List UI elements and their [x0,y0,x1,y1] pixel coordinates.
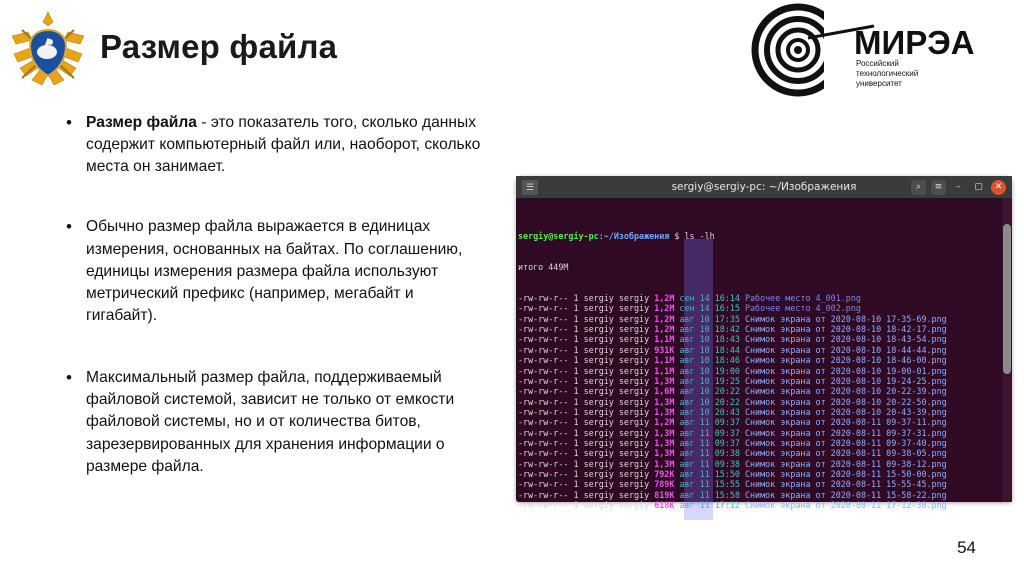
table-row [518,355,1012,365]
date: авг 11 15:50 [679,468,740,479]
table-row [518,303,1012,313]
group: sergiy [618,448,650,459]
links: 1 [573,417,579,428]
terminal-titlebar[interactable] [516,176,1012,198]
owner: sergiy [583,427,614,438]
svg-text:Российский: Российский [856,59,899,68]
table-row [518,448,1012,458]
perm: -rw-rw-r-- [518,489,569,500]
size: 789K [654,479,675,490]
date: авг 10 18:46 [679,355,740,366]
links: 1 [573,344,579,355]
name: Снимок экрана от 2020-08-10 20-22-50.png [744,396,947,407]
name: Снимок экрана от 2020-08-10 18-44-44.png [744,344,947,355]
links: 1 [573,293,579,304]
date: авг 10 18:43 [679,334,740,345]
size: 1,2M [654,324,675,335]
group: sergiy [618,499,650,510]
prompt-separator: : [598,231,604,242]
owner: sergiy [583,437,614,448]
bullet-text: Максимальный размер файла, поддерживаемый файловой системой, зависит не только от емкости файловой системы, но и от количества битов, зарезервированных для хранения информации о размере файла. [86,369,455,475]
perm: -rw-rw-r-- [518,427,569,438]
links: 1 [573,406,579,417]
svg-text:технологический: технологический [856,69,919,78]
name: Снимок экрана от 2020-08-11 15-55-45.png [744,479,947,490]
owner: sergiy [583,468,614,479]
owner: sergiy [583,344,614,355]
name: Снимок экрана от 2020-08-11 15-58-22.png [744,489,947,500]
bullet-text: - это показатель того, сколько данных содержит компьютерный файл или, наоборот, сколько места он занимает. [86,114,481,176]
russian-coat-of-arms-icon [6,6,90,92]
table-row [518,334,1012,344]
date: авг 11 15:55 [679,479,740,490]
table-row [518,428,1012,438]
perm: -rw-rw-r-- [518,396,569,407]
table-row [518,479,1012,489]
table-row [518,459,1012,469]
name: Снимок экрана от 2020-08-11 17-12-38.png [744,499,947,510]
size: 1,3M [654,437,675,448]
prompt-path: ~/Изображения [603,231,670,242]
perm: -rw-rw-r-- [518,344,569,355]
group: sergiy [618,468,650,479]
size: 1,3M [654,427,675,438]
date: авг 11 09:38 [679,448,740,459]
terminal-command: ls -lh [684,231,715,242]
size: 1,3M [654,458,675,469]
links: 1 [573,468,579,479]
name: Рабочее место 4_001.png [744,293,861,304]
group: sergiy [618,324,650,335]
date: авг 10 19:00 [679,365,740,376]
group: sergiy [618,334,650,345]
links: 1 [573,313,579,324]
table-row [518,376,1012,386]
perm: -rw-rw-r-- [518,479,569,490]
hamburger-icon[interactable]: ≡ [931,180,946,195]
name: Снимок экрана от 2020-08-10 19-00-01.png [744,365,947,376]
links: 1 [573,458,579,469]
links: 1 [573,427,579,438]
owner: sergiy [583,458,614,469]
slide-header [0,0,1024,100]
date: авг 10 20:43 [679,406,740,417]
date: авг 10 20:22 [679,396,740,407]
links: 1 [573,375,579,386]
links: 1 [573,334,579,345]
bullet-lead: Размер файла [86,114,197,131]
name: Снимок экрана от 2020-08-10 18-42-17.png [744,324,947,335]
perm: -rw-rw-r-- [518,448,569,459]
table-row [518,397,1012,407]
group: sergiy [618,427,650,438]
date: авг 11 09:37 [679,437,740,448]
links: 1 [573,479,579,490]
group: sergiy [618,355,650,366]
size: 1,6M [654,386,675,397]
links: 1 [573,303,579,314]
group: sergiy [618,293,650,304]
scrollbar-track[interactable] [1002,198,1012,502]
date: авг 11 09:37 [679,427,740,438]
menu-icon[interactable]: ☰ [522,180,538,195]
size: 792K [654,468,675,479]
page-title: Размер файла [100,28,338,65]
scrollbar-thumb[interactable] [1003,224,1011,374]
minimize-icon[interactable]: – [956,181,961,192]
name: Снимок экрана от 2020-08-11 09-37-11.png [744,417,947,428]
group: sergiy [618,313,650,324]
date: авг 11 09:38 [679,458,740,469]
terminal-total-line: итого 449M [518,262,569,273]
date: сен 14 16:15 [679,303,740,314]
size: 1,1M [654,365,675,376]
date: авг 10 20:22 [679,386,740,397]
perm: -rw-rw-r-- [518,334,569,345]
size: 819K [654,489,675,500]
group: sergiy [618,375,650,386]
date: авг 11 15:58 [679,489,740,500]
perm: -rw-rw-r-- [518,437,569,448]
owner: sergiy [583,489,614,500]
table-row [518,345,1012,355]
owner: sergiy [583,334,614,345]
table-row [518,417,1012,427]
perm: -rw-rw-r-- [518,468,569,479]
owner: sergiy [583,293,614,304]
name: Снимок экрана от 2020-08-10 20-43-39.png [744,406,947,417]
name: Снимок экрана от 2020-08-11 09-38-12.png [744,458,947,469]
group: sergiy [618,479,650,490]
perm: -rw-rw-r-- [518,355,569,366]
size: 1,3M [654,396,675,407]
owner: sergiy [583,313,614,324]
group: sergiy [618,344,650,355]
group: sergiy [618,386,650,397]
perm: -rw-rw-r-- [518,375,569,386]
perm: -rw-rw-r-- [518,499,569,510]
date: авг 10 17:35 [679,313,740,324]
date: авг 10 19:25 [679,375,740,386]
links: 1 [573,386,579,397]
links: 1 [573,324,579,335]
links: 1 [573,499,579,510]
search-icon[interactable]: ⌕ [911,180,926,195]
perm: -rw-rw-r-- [518,365,569,376]
group: sergiy [618,489,650,500]
name: Снимок экрана от 2020-08-11 15-50-00.png [744,468,947,479]
name: Снимок экрана от 2020-08-11 09-38-05.png [744,448,947,459]
page-number: 54 [957,538,976,557]
table-row [518,324,1012,334]
maximize-icon[interactable]: ▢ [974,181,983,192]
owner: sergiy [583,303,614,314]
perm: -rw-rw-r-- [518,458,569,469]
group: sergiy [618,303,650,314]
perm: -rw-rw-r-- [518,293,569,304]
list-item [64,216,484,327]
group: sergiy [618,458,650,469]
perm: -rw-rw-r-- [518,406,569,417]
date: сен 14 16:14 [679,293,740,304]
terminal-prompt-line [518,231,1012,241]
group: sergiy [618,437,650,448]
svg-text:МИРЭА: МИРЭА [854,24,975,61]
table-row [518,293,1012,303]
size: 1,2M [654,293,675,304]
table-row [518,386,1012,396]
mirea-logo [746,4,1016,96]
links: 1 [573,396,579,407]
size: 931K [654,344,675,355]
table-row [518,500,1012,510]
owner: sergiy [583,386,614,397]
links: 1 [573,355,579,366]
perm: -rw-rw-r-- [518,386,569,397]
owner: sergiy [583,406,614,417]
links: 1 [573,448,579,459]
perm: -rw-rw-r-- [518,313,569,324]
name: Снимок экрана от 2020-08-10 18-46-00.png [744,355,947,366]
group: sergiy [618,396,650,407]
owner: sergiy [583,324,614,335]
owner: sergiy [583,396,614,407]
table-row [518,366,1012,376]
terminal-window[interactable] [516,176,1012,510]
size: 1,2M [654,417,675,428]
size: 1,1M [654,355,675,366]
perm: -rw-rw-r-- [518,417,569,428]
links: 1 [573,437,579,448]
bullet-text: Обычно размер файла выражается в единицах измерения, основанных на байтах. По соглашению, единицы измерения размера файла используют метрический префикс (например, мегабайт и гигабайт). [86,218,463,324]
table-row [518,490,1012,500]
date: авг 11 09:37 [679,417,740,428]
bullet-list [64,112,484,508]
owner: sergiy [583,355,614,366]
size: 1,1M [654,334,675,345]
close-icon[interactable]: ✕ [991,180,1006,195]
table-row [518,469,1012,479]
table-row [518,407,1012,417]
date: авг 10 18:44 [679,344,740,355]
date: авг 10 18:42 [679,324,740,335]
table-row [518,314,1012,324]
owner: sergiy [583,417,614,428]
owner: sergiy [583,365,614,376]
size: 1,3M [654,406,675,417]
terminal-output[interactable] [516,198,1012,531]
size: 1,2M [654,313,675,324]
size: 618K [654,499,675,510]
name: Снимок экрана от 2020-08-11 09-37-40.png [744,437,947,448]
size: 1,3M [654,375,675,386]
owner: sergiy [583,479,614,490]
name: Снимок экрана от 2020-08-10 19-24-25.png [744,375,947,386]
prompt-symbol: $ [674,231,680,242]
terminal-title: sergiy@sergiy-pc: ~/Изображения [671,181,857,193]
name: Снимок экрана от 2020-08-10 20-22-39.png [744,386,947,397]
name: Рабочее место 4_002.png [744,303,861,314]
owner: sergiy [583,448,614,459]
table-row [518,438,1012,448]
date: авг 11 17:12 [679,499,740,510]
owner: sergiy [583,499,614,510]
owner: sergiy [583,375,614,386]
name: Снимок экрана от 2020-08-11 09-37-31.png [744,427,947,438]
perm: -rw-rw-r-- [518,324,569,335]
group: sergiy [618,406,650,417]
svg-text:университет: университет [856,79,902,88]
name: Снимок экрана от 2020-08-10 18-43-54.png [744,334,947,345]
group: sergiy [618,417,650,428]
links: 1 [573,489,579,500]
name: Снимок экрана от 2020-08-10 17-35-69.png [744,313,947,324]
list-item [64,367,484,478]
size: 1,3M [654,448,675,459]
terminal-row-host [518,293,1012,510]
prompt-user: sergiy@sergiy-pc [518,231,599,242]
list-item [64,112,484,178]
group: sergiy [618,365,650,376]
size: 1,2M [654,303,675,314]
perm: -rw-rw-r-- [518,303,569,314]
links: 1 [573,365,579,376]
